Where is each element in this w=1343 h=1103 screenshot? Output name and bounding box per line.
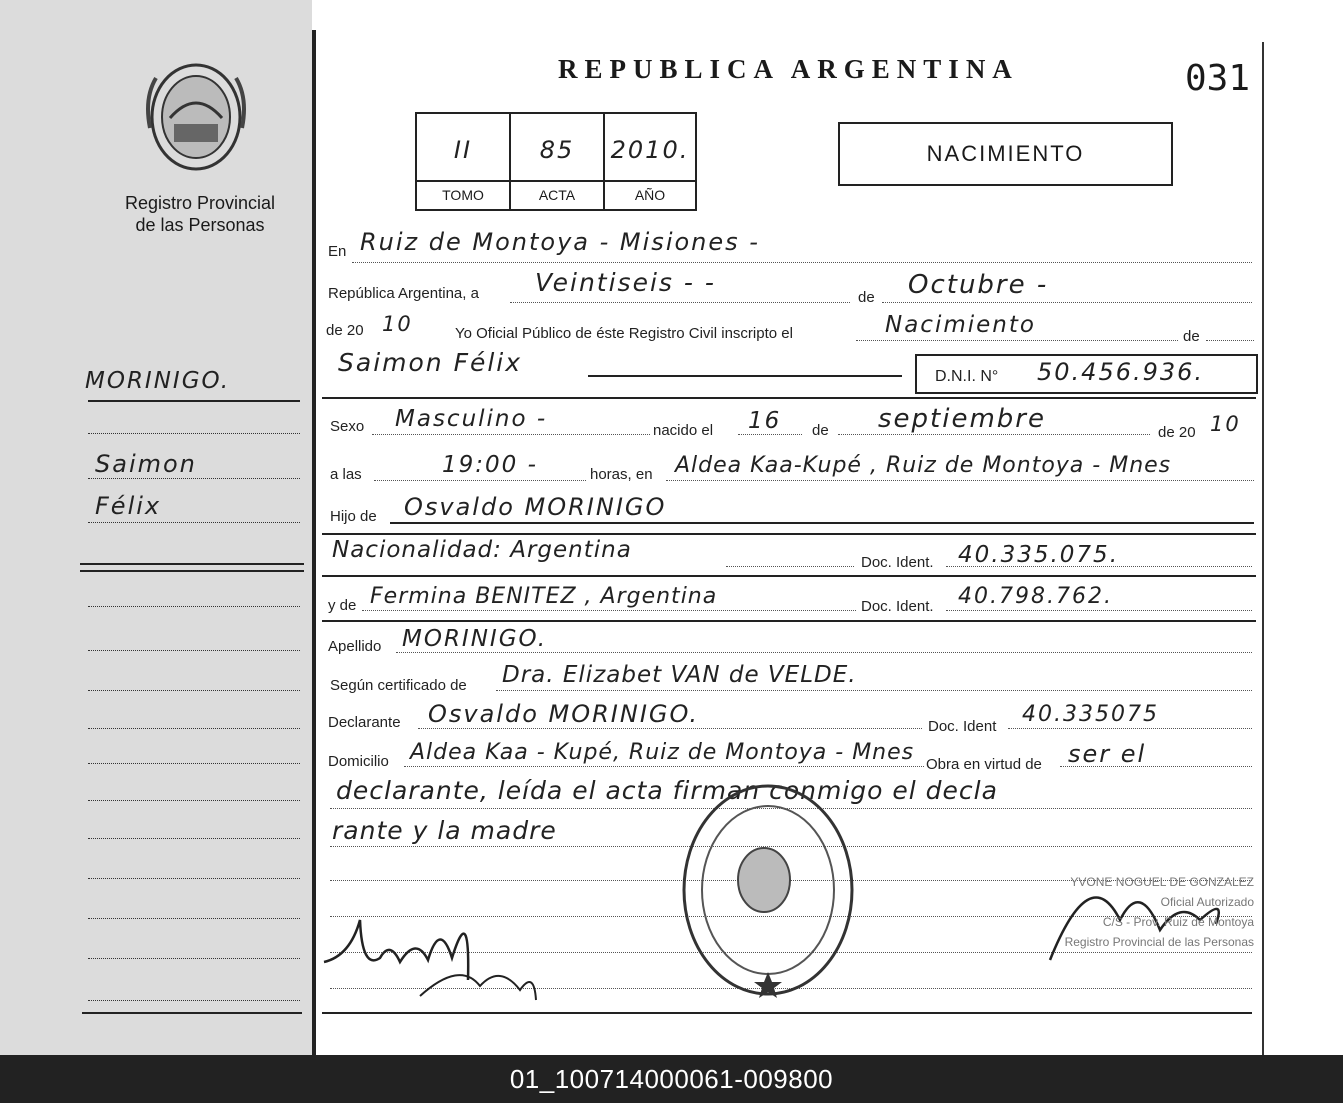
- dotted-line: [404, 766, 924, 767]
- document-title: REPUBLICA ARGENTINA: [558, 54, 1019, 84]
- obra-value: ser el: [1068, 740, 1147, 768]
- certificado-label: Según certificado de: [330, 677, 467, 694]
- dotted-line: [418, 728, 922, 729]
- dotted-line: [838, 434, 1150, 435]
- de-label: de: [858, 289, 875, 306]
- margin-line: [88, 800, 300, 801]
- margin-given-2: Félix: [95, 492, 162, 520]
- solid-line: [322, 1012, 1252, 1014]
- inscripto-value: Nacimiento: [885, 312, 1036, 338]
- nacido-mes: septiembre: [878, 404, 1046, 434]
- provincial-seal-icon: [140, 58, 252, 176]
- dotted-line: [666, 480, 1254, 481]
- margin-line: [80, 563, 304, 565]
- margin-given-1: Saimon: [95, 450, 197, 478]
- dotted-line: [374, 480, 586, 481]
- month-value: Octubre -: [908, 270, 1049, 300]
- padre-doc-value: 40.335.075.: [958, 542, 1119, 568]
- republica-label: República Argentina, a: [328, 285, 479, 302]
- year-value: 10: [382, 312, 413, 336]
- apellido-label: Apellido: [328, 638, 382, 655]
- domicilio-value: Aldea Kaa - Kupé, Ruiz de Montoya - Mnes: [410, 740, 915, 765]
- sexo-label: Sexo: [330, 418, 365, 435]
- observaciones-line-2: rante y la madre: [332, 816, 557, 845]
- margin-line: [88, 1000, 300, 1001]
- anio-value: 2010.: [610, 136, 690, 164]
- dotted-line: [352, 262, 1252, 263]
- padre-doc-label: Doc. Ident.: [861, 554, 934, 571]
- yde-label: y de: [328, 597, 357, 614]
- margin-line: [88, 728, 300, 729]
- nacido-anio-label: de 20: [1158, 424, 1196, 441]
- dotted-line: [738, 434, 802, 435]
- lugar-value: Aldea Kaa-Kupé , Ruiz de Montoya - Mnes: [675, 453, 1172, 478]
- certificado-value: Dra. Elizabet VAN de VELDE.: [502, 662, 857, 688]
- solid-line: [588, 375, 902, 377]
- madre-doc-label: Doc. Ident.: [861, 598, 934, 615]
- day-value: Veintiseis - -: [535, 268, 716, 297]
- tomo-value: II: [453, 136, 473, 164]
- margin-line: [88, 763, 300, 764]
- apellido-value: MORINIGO.: [402, 626, 548, 652]
- solid-line: [322, 575, 1256, 577]
- margin-line: [88, 606, 300, 607]
- registry-name: [100, 192, 300, 236]
- binding-line: [312, 30, 316, 1055]
- acta-cell: [511, 114, 605, 209]
- registry-line-2: de las Personas: [135, 215, 265, 235]
- official-block: [1012, 872, 1254, 952]
- solid-line: [390, 522, 1254, 524]
- nacido-dia: 16: [748, 408, 782, 434]
- padre-nacionalidad: Nacionalidad: Argentina: [332, 537, 632, 563]
- signature-declarante-icon: [320, 900, 550, 1010]
- nacido-de-label: de: [812, 422, 829, 439]
- dotted-line: [372, 434, 650, 435]
- nacido-anio: 10: [1210, 412, 1241, 436]
- obra-label: Obra en virtud de: [926, 756, 1042, 773]
- dotted-line: [510, 302, 850, 303]
- solid-line: [322, 620, 1256, 622]
- document-id-bar: 01_100714000061-009800: [0, 1055, 1343, 1103]
- margin-line: [88, 522, 300, 523]
- margin-line: [88, 400, 300, 402]
- year-label: de 20: [326, 322, 364, 339]
- declarante-label: Declarante: [328, 714, 401, 731]
- dotted-line: [1008, 728, 1252, 729]
- official-name: YVONE NOGUEL DE GONZALEZ: [1070, 875, 1254, 889]
- dotted-line: [726, 566, 854, 567]
- observaciones-line-1: declarante, leída el acta firman conmigo el decla: [336, 776, 998, 805]
- dni-label: D.N.I. N°: [935, 368, 999, 385]
- margin-line: [82, 1012, 302, 1014]
- en-label: En: [328, 243, 347, 260]
- dotted-line: [856, 340, 1178, 341]
- sexo-value: Masculino -: [395, 406, 548, 432]
- hijo-label: Hijo de: [330, 508, 377, 525]
- dotted-line: [946, 610, 1252, 611]
- official-office: C/S - Prov. Ruiz de Montoya: [1102, 915, 1254, 929]
- dotted-line: [496, 690, 1252, 691]
- margin-surname: MORINIGO.: [85, 368, 231, 394]
- tomo-label: TOMO: [417, 180, 509, 211]
- registry-line-1: Registro Provincial: [124, 193, 276, 213]
- margin-line: [88, 958, 300, 959]
- registry-stamp-icon: [678, 780, 858, 1000]
- official-title: Oficial Autorizado: [1160, 895, 1254, 909]
- margin-line: [88, 433, 300, 434]
- record-type: NACIMIENTO: [838, 122, 1173, 186]
- tomo-cell: [417, 114, 511, 209]
- hora-value: 19:00 -: [442, 452, 538, 478]
- alas-label: a las: [330, 466, 362, 483]
- anio-cell: [605, 114, 695, 209]
- oficial-label: Yo Oficial Público de éste Registro Civil inscripto el: [455, 325, 793, 342]
- horas-label: horas, en: [590, 466, 653, 483]
- dotted-line: [1206, 340, 1254, 341]
- domicilio-label: Domicilio: [328, 753, 389, 770]
- acta-value: 85: [539, 136, 575, 164]
- nacido-label: nacido el: [653, 422, 714, 439]
- dotted-line: [362, 610, 856, 611]
- acta-label: ACTA: [511, 180, 603, 211]
- madre-doc-value: 40.798.762.: [958, 584, 1113, 609]
- solid-line: [322, 397, 1256, 399]
- madre-value: Fermina BENITEZ , Argentina: [370, 584, 718, 609]
- page-edge: [1262, 42, 1264, 1055]
- de-end-label: de: [1183, 328, 1200, 345]
- child-name-value: Saimon Félix: [338, 348, 523, 377]
- margin-line: [88, 478, 300, 479]
- padre-value: Osvaldo MORINIGO: [404, 493, 667, 521]
- declarante-doc-label: Doc. Ident: [928, 718, 997, 735]
- margin-line: [88, 838, 300, 839]
- registration-box: [415, 112, 697, 211]
- declarante-doc-value: 40.335075: [1022, 702, 1159, 727]
- declarante-value: Osvaldo MORINIGO.: [428, 700, 700, 728]
- margin-line: [88, 878, 300, 879]
- anio-label: AÑO: [605, 180, 695, 211]
- place-value: Ruiz de Montoya - Misiones -: [360, 228, 760, 256]
- margin-line: [88, 918, 300, 919]
- margin-line: [88, 690, 300, 691]
- solid-line: [322, 533, 1256, 535]
- margin-line: [88, 650, 300, 651]
- dni-box: [915, 354, 1258, 394]
- margin-line: [80, 570, 304, 572]
- dni-value: 50.456.936.: [1037, 358, 1205, 386]
- folio-number: 031: [1185, 58, 1251, 99]
- dotted-line: [396, 652, 1252, 653]
- dotted-line: [882, 302, 1252, 303]
- official-org: Registro Provincial de las Personas: [1064, 935, 1254, 949]
